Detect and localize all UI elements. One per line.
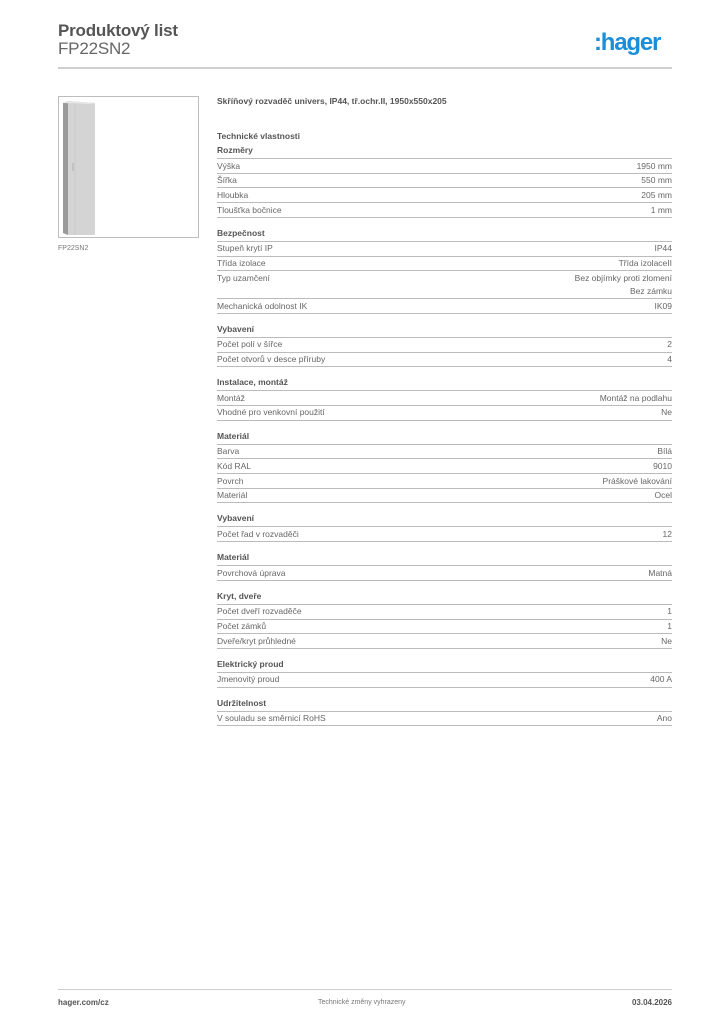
spec-label: Vhodné pro venkovní použití [217,407,325,418]
header-divider [58,67,672,69]
spec-row [217,566,672,581]
spec-label: Počet polí v šířce [217,339,283,350]
spec-value-line: 1 [667,621,672,632]
section-heading: Udržitelnost [217,698,672,712]
spec-value-line: 1 [667,606,672,617]
spec-row [217,406,672,421]
spec-section [217,377,672,420]
spec-value-line: Ne [661,407,672,418]
section-heading: Materiál [217,431,672,445]
product-code: FP22SN2 [58,39,131,58]
spec-row [217,459,672,474]
spec-label: Barva [217,446,240,457]
spec-section [217,513,672,542]
spec-row [217,353,672,368]
spec-value [657,445,672,458]
spec-value [667,353,672,366]
spec-section [217,591,672,649]
spec-label: Mechanická odolnost IK [217,300,308,311]
spec-value [667,338,672,351]
spec-section [217,228,672,314]
spec-value [661,635,672,648]
spec-label: Počet řad v rozvaděči [217,528,299,539]
spec-row [217,527,672,542]
spec-row [217,634,672,649]
spec-value-line: Třída izolaceII [618,258,672,269]
spec-value-line: 205 mm [641,189,672,200]
spec-sections [217,145,672,726]
section-heading: Instalace, montáž [217,377,672,391]
spec-value [648,567,672,580]
spec-section [217,552,672,581]
spec-value [575,272,672,298]
spec-value [603,475,672,488]
spec-value-line: 12 [662,528,672,539]
product-description: Skříňový rozvaděč univers, IP44, tř.ochr.II, 1950x550x205 [217,96,447,106]
spec-row [217,174,672,189]
spec-value [655,242,673,255]
spec-value-line: Bez objímky proti zlomení [574,272,672,283]
spec-section [217,145,672,218]
section-heading: Elektrický proud [217,659,672,673]
spec-label: Montáž [217,392,245,403]
spec-label: Kód RAL [217,460,252,471]
cabinet-image [63,101,96,235]
spec-value-line: Ne [661,635,672,646]
spec-label: Počet dveří rozvaděče [217,606,302,617]
spec-section [217,659,672,688]
spec-row [217,299,672,314]
section-heading: Bezpečnost [217,228,672,242]
spec-label: Tloušťka bočnice [217,204,282,215]
section-heading: Kryt, dveře [217,591,672,605]
spec-row [217,338,672,353]
section-heading: Vybavení [217,324,672,338]
spec-label: Povrch [217,475,244,486]
spec-label: Typ uzamčení [217,272,270,283]
spec-label: Počet otvorů v desce příruby [217,354,326,365]
spec-value-line: 4 [667,354,672,365]
spec-row [217,445,672,460]
section-heading: Vybavení [217,513,672,527]
spec-value [651,204,672,217]
spec-section [217,431,672,504]
spec-label: Jmenovitý proud [217,674,280,685]
spec-value [637,160,672,173]
spec-label: Výška [217,160,241,171]
spec-row [217,712,672,727]
spec-value-line: IP44 [654,243,672,254]
spec-row [217,673,672,688]
spec-value-line: Práškové lakování [602,475,672,486]
spec-value [667,620,672,633]
spec-label: V souladu se směrnicí RoHS [217,713,326,724]
spec-value-line: 2 [667,339,672,350]
spec-value [641,174,672,187]
hager-logo: :hager [594,29,661,56]
spec-value-line: 9010 [653,460,672,471]
spec-value-line: Matná [648,567,672,578]
spec-label: Hloubka [217,189,249,200]
spec-row [217,271,672,299]
spec-label: Stupeň krytí IP [217,243,273,254]
spec-value-line: 400 A [650,674,672,685]
section-heading: Rozměry [217,145,672,159]
spec-row [217,605,672,620]
spec-label: Šířka [217,175,237,186]
spec-row [217,203,672,218]
spec-row [217,391,672,406]
spec-value-line: 550 mm [641,175,672,186]
spec-row [217,159,672,174]
spec-value-line: Bílá [657,446,672,457]
spec-value-line: Ano [656,713,672,724]
spec-value-line: Bez zámku [629,285,672,296]
spec-value-line: 1 mm [650,204,672,215]
footer-notice: Technické změny vyhrazeny [318,999,406,1006]
spec-row [217,188,672,203]
spec-label: Dveře/kryt průhledné [217,635,296,646]
spec-value-line: Montáž na podlahu [599,392,672,403]
spec-label: Počet zámků [217,621,267,632]
spec-value [655,489,672,502]
image-caption: FP22SN2 [58,245,89,252]
spec-section [217,698,672,727]
spec-value [650,673,672,686]
spec-label: Třída izolace [217,258,266,269]
footer-website-link[interactable]: hager.com/cz [58,998,109,1007]
spec-row [217,242,672,257]
spec-value [655,300,673,313]
spec-row [217,489,672,504]
technical-heading: Technické vlastnosti [217,131,300,141]
product-details [217,96,672,726]
spec-section [217,324,672,367]
footer-date: 03.04.2026 [631,998,672,1007]
spec-value [600,392,672,405]
spec-value-line: 1950 mm [636,160,672,171]
spec-row [217,474,672,489]
product-image-frame [58,96,199,238]
spec-value [667,605,672,618]
spec-value [653,460,672,473]
section-heading: Materiál [217,552,672,566]
spec-label: Materiál [217,490,248,501]
spec-label: Povrchová úprava [217,567,286,578]
spec-value [619,257,672,270]
spec-value [641,189,672,202]
spec-value [657,712,672,725]
spec-value-line: IK09 [654,300,672,311]
spec-value-line: Ocel [654,490,672,501]
spec-row [217,257,672,272]
spec-value [663,528,672,541]
spec-row [217,620,672,635]
page-title: Produktový list [58,21,178,40]
footer-divider [58,989,672,990]
spec-value [661,406,672,419]
